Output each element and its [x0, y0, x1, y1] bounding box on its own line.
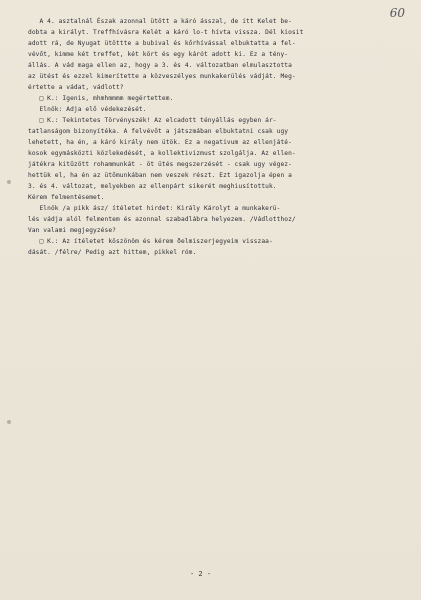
text-line: Elnök: Adja elő védekezését.	[28, 106, 147, 113]
page-number: 60	[389, 6, 405, 20]
punch-hole	[7, 420, 11, 424]
text-line: az ütést és ezzel kimerítette a közveszélyes munkakerülés vádját. Meg-	[28, 73, 296, 80]
text-line: kosok egymásközti közlekedését, a kollektivizmust szolgálja. Az ellen-	[28, 150, 296, 157]
typewritten-text	[28, 16, 408, 258]
text-line: értette a vádat, vádlott?	[28, 84, 124, 91]
text-line: lés vádja alól felmentem és azonnal szabadlábra helyezem. /Vádlotthoz/	[28, 216, 296, 223]
footer-page-number: - 2 -	[190, 570, 212, 578]
text-line: adott rá, de Nyugat ütöttte a bubival és kőrhívással elbuktatta a fel-	[28, 40, 296, 47]
text-line: dobta a királyt. Treffhívásra Kelét a káró lo-t hívta vissza. Dél kiosit	[28, 29, 304, 36]
punch-hole	[7, 180, 11, 184]
text-line: vévőt, kimme két treffet, két kört és egy kárót adott ki. Ez a tény-	[28, 51, 289, 58]
text-line: □ K.: Az ítéletet köszönöm és kérem ðelmiszerjegyeim visszaa-	[28, 238, 273, 245]
text-line: tatlanságom bizonyítéka. A felvévőt a játszmában elbuktatni csak ugy	[28, 128, 289, 135]
text-line: Kérem felmentésemet.	[28, 194, 105, 201]
text-line: dását. /félre/ Pedig azt hittem, pikkel róm.	[28, 249, 197, 256]
text-line: Van valami megjegyzése?	[28, 227, 116, 234]
text-line: lehetett, ha én, a káró király nem ütök. Ez a negativum az ellenjáté-	[28, 139, 292, 146]
text-line: hettük el, ha én az ütőmunkában nem veszek részt. Ezt igazolja épen a	[28, 172, 292, 179]
text-line: állás. A vád maga ellen az, hogy a 3. és 4. változatban elmulasztotta	[28, 62, 292, 69]
text-line: 3. és 4. változat, melyekben az ellenpárt sikerét meghiusítottuk.	[28, 183, 277, 190]
text-line: □ K.: Tekintetes Törvényszék! Az elcadott tényállás egyben ár-	[28, 117, 277, 124]
text-line: A 4. asztalnál Észak azonnal ütött a káró ásszal, de itt Kelet be-	[28, 18, 292, 25]
text-line: játékra kitűzött rohammunkát - öt ütés megszerzését - csak ugy végez-	[28, 161, 292, 168]
text-line: Elnök /a pikk ász/ ítéletet hirdet: Király Károlyt a munkakerü-	[28, 205, 281, 212]
text-line: □ K.: Igenis, mhmhmmmm megértettem.	[28, 95, 174, 102]
